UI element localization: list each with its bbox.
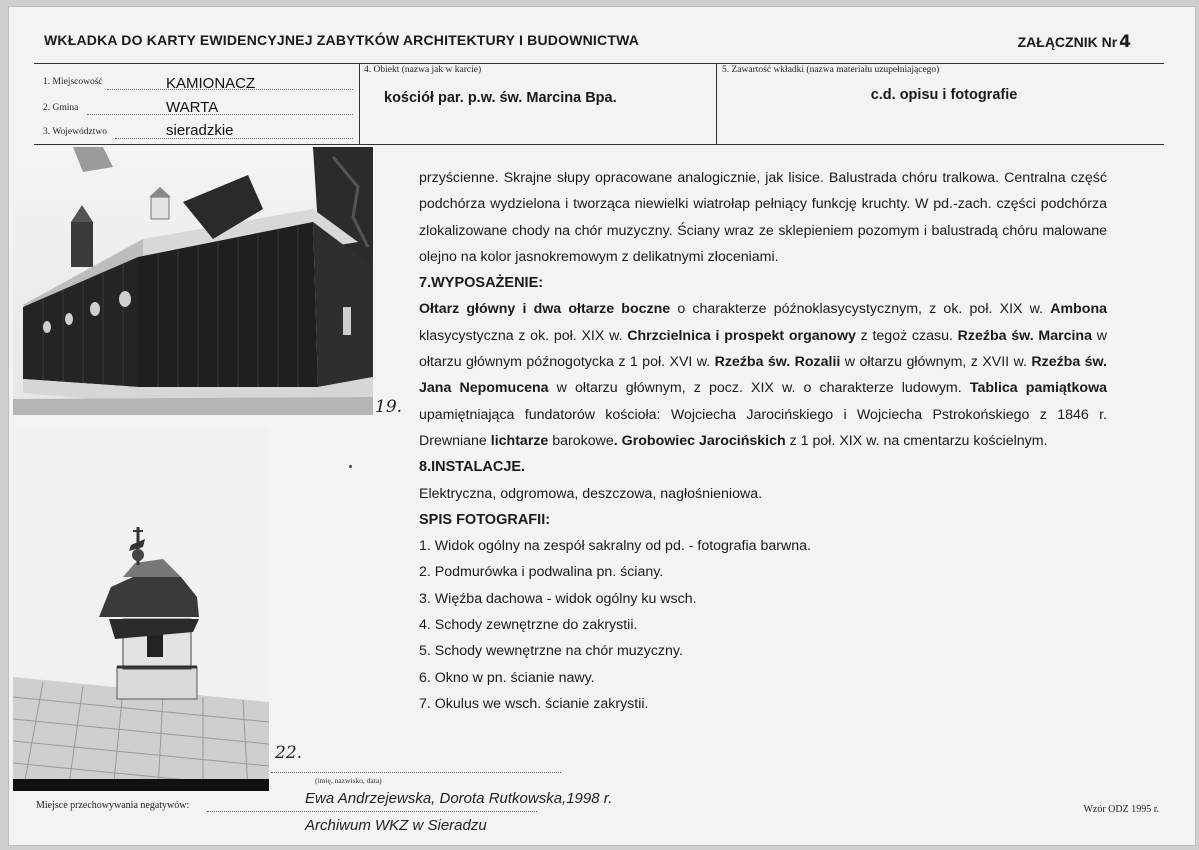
form-id: Wzór ODZ 1995 r. [1083,804,1159,815]
commune-dots [87,114,353,115]
annex-label [1018,32,1131,52]
church-photo [13,147,373,415]
list-item: 2. Podmurówka i podwalina pn. ściany. [419,564,664,581]
list-item: 1. Widok ogólny na zespół sakralny od pd. - fotografia barwna. [419,538,811,555]
voivodeship-dots [115,138,353,139]
header-divider-1 [359,63,360,144]
turret-photo [13,427,269,791]
description-text [419,165,1107,717]
archive-value: Archiwum WKZ w Sieradzu [305,817,487,834]
furnishing-tomb: . Grobowiec Jarocińskich [613,432,786,449]
list-item: 4. Schody zewnętrzne do zakrystii. [419,617,638,634]
furnishing-st-martin: Rzeźba św. Marcina [957,327,1092,344]
furnishing-pulpit: Ambona [1050,301,1107,318]
paragraph-choir: przyścienne. Skrajne słupy opracowane analogicznie, jak lisice. Balustrada chóru tralkowa. Centralna część podchórza wydzielona i tworząca niewielki wiatrołap pełniący funkcję kruchty. W pd.-zach. części podchórza zlokalizowane chody na chór muzyczny. Ściany wraz ze sklepieniem pozomym i balustradą chóru malowane olejno na kolor jasnokremowym z delikatnymi złoceniami. [419,170,1107,265]
furnishing-text-2: klasycystyczna z ok. poł. XIX w. [419,327,628,344]
section-7-heading: 7.WYPOSAŻENIE: [419,275,544,292]
content-label: 5. Zawartość wkładki (nazwa materiału uzupełniającego) [722,65,940,75]
form-sheet [8,6,1196,846]
object-value: kościół par. p.w. św. Marcina Bpa. [384,90,617,106]
voivodeship-label: 3. Województwo [43,127,107,137]
locality-label: 1. Miejscowość [43,77,103,87]
furnishing-candlesticks: lichtarze [490,432,549,449]
signature-label: (imię, nazwisko, data) [315,776,382,785]
form-title: WKŁADKA DO KARTY EWIDENCYJNEJ ZABYTKÓW ARCHITEKTURY I BUDOWNICTWA [44,32,640,48]
installations-text: Elektryczna, odgromowa, deszczowa, nagłośnieniowa. [419,485,763,502]
paragraph-furnishings [419,296,1107,454]
commune-value: WARTA [166,99,219,116]
furnishing-text-9: z 1 poł. XIX w. na cmentarzu kościelnym. [785,432,1048,449]
furnishing-text-1: o charakterze późnoklasycystycznym, z ok. poł. XIX w. [670,301,1051,318]
photo-list [419,533,1107,717]
commune-label: 2. Gmina [43,103,79,113]
furnishing-font-organ: Chrzcielnica i prospekt organowy [627,327,856,344]
furnishing-text-7: upamiętniająca fundatorów kościoła: Wojciecha Jarocińskiego i Wojciecha Pstrokońskiego z 1846 r. Drewniane [419,406,1107,449]
photo-2-number: 22. [275,743,303,763]
header-bottom-rule [34,144,1164,145]
voivodeship-value: sieradzkie [166,122,234,139]
list-item: 7. Okulus we wsch. ścianie zakrystii. [419,695,649,712]
furnishing-text-5: w ołtarzu głównym, z XVII w. [840,354,1032,371]
header-top-rule [34,63,1164,64]
furnishing-st-john: Rzeźba św. Jana Nepomucena [419,354,1107,397]
list-item: 5. Schody wewnętrzne na chór muzyczny. [419,643,683,660]
negatives-label: Miejsce przechowywania negatywów: [36,800,190,811]
annex-number: 4 [1119,32,1131,52]
object-label: 4. Obiekt (nazwa jak w karcie) [364,65,482,75]
annex-label-text: ZAŁĄCZNIK Nr [1017,34,1118,50]
header-divider-2 [716,63,717,144]
section-8-heading: 8.INSTALACJE. [419,459,526,476]
furnishing-text-4: w ołtarzu głównym późnogotycka z 1 poł. XVI w. [419,327,1107,371]
paper-speck [349,465,352,468]
furnishing-altars: Ołtarz główny i dwa ołtarze boczne [419,301,671,318]
furnishing-text-8: barokowe [548,432,614,449]
photo-1-number: 19. [375,397,403,417]
author-value: Ewa Andrzejewska, Dorota Rutkowska,1998 r. [305,790,613,807]
photo-list-heading: SPIS FOTOGRAFII: [419,511,551,528]
list-item: 3. Więźba dachowa - widok ogólny ku wsch. [419,590,697,607]
furnishing-text-3: z tegoż czasu. [855,327,958,344]
locality-value: KAMIONACZ [166,75,256,92]
furnishing-plaque: Tablica pamiątkowa [969,380,1107,397]
negatives-dots [207,811,537,812]
signature-line [271,772,561,773]
furnishing-st-rosalia: Rzeźba św. Rozalii [714,354,841,371]
furnishing-text-6: w ołtarzu głównym, z pocz. XIX w. o charakterze ludowym. [548,380,970,397]
list-item: 6. Okno w pn. ścianie nawy. [419,669,595,686]
content-value: c.d. opisu i fotografie [870,87,1018,103]
